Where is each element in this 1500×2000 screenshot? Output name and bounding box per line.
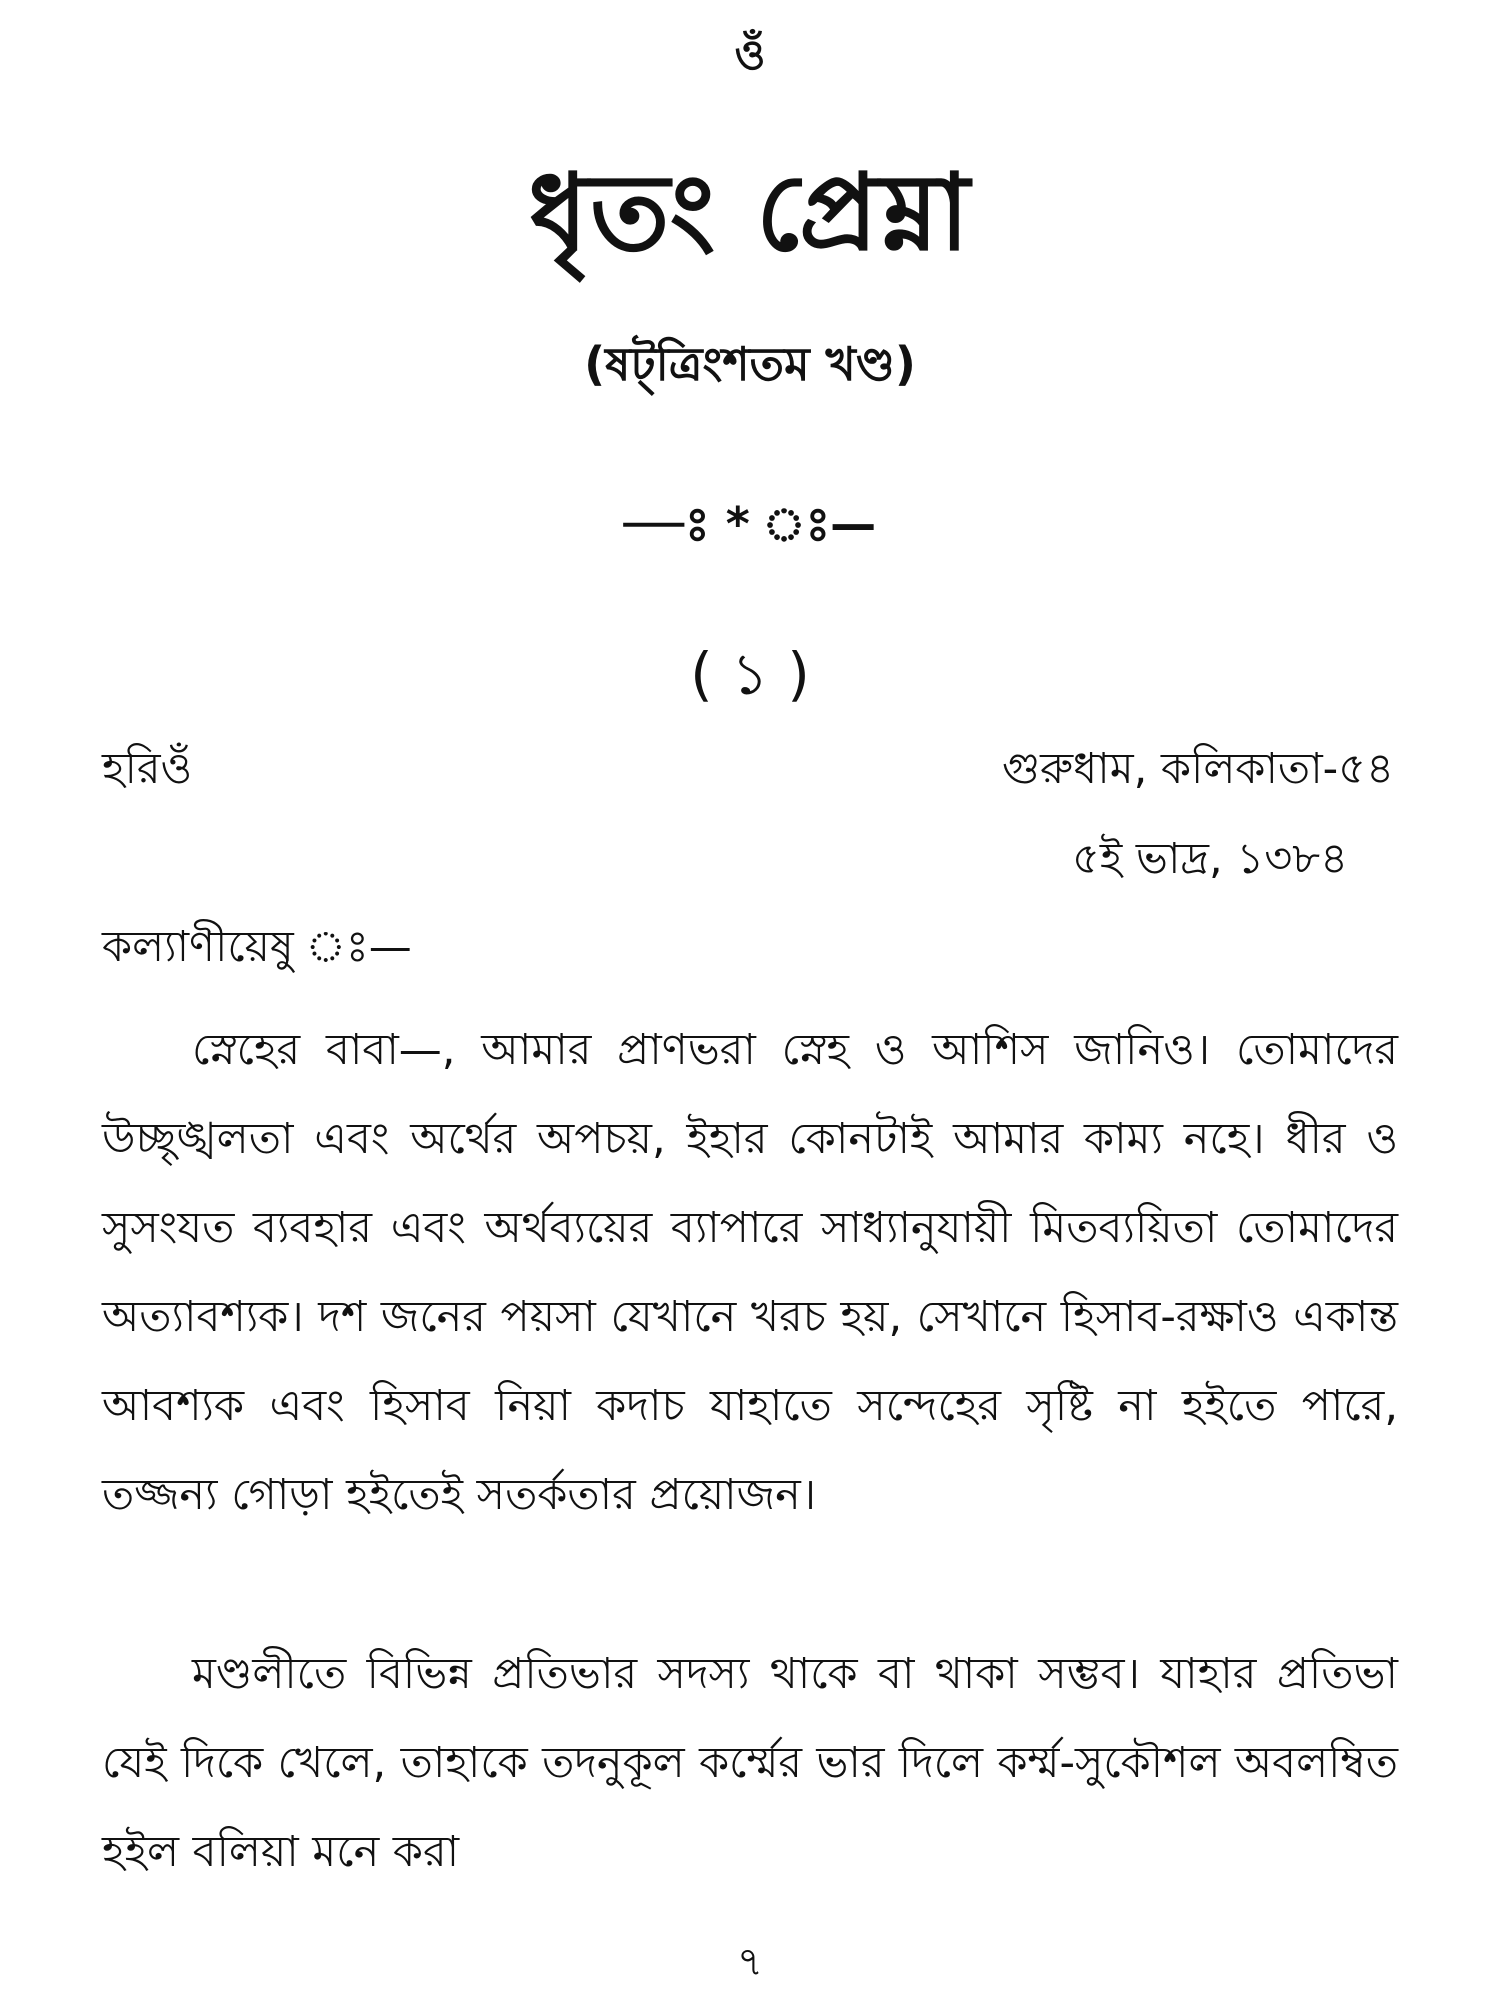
om-symbol: ওঁ	[734, 30, 766, 79]
salutation: হরিওঁ	[102, 744, 193, 794]
page-number: ৭	[736, 1939, 763, 1985]
paragraph-text: স্নেহের বাবা—, আমার প্রাণভরা স্নেহ ও আশিস জানিও। তোমাদের উচ্ছৃঙ্খলতা এবং অর্থের অপচয়, ইহার কোনটাই আমার কাম্য নহে। ধীর ও সুসংযত ব্যবহার এবং অর্থব্যয়ের ব্যাপারে সাধ্যানুযায়ী মিতব্যয়িতা তোমাদের অত্যাবশ্যক। দশ জনের পয়সা যেখানে খরচ হয়, সেখানে হিসাব-রক্ষাও একান্ত আবশ্যক এবং হিসাব নিয়া কদাচ যাহাতে সন্দেহের সৃষ্টি না হইতে পারে, তজ্জন্য গোড়া হইতেই সতর্কতার প্রয়োজন।	[102, 1025, 1398, 1520]
letter-body-paragraph-2	[102, 1630, 1398, 1897]
volume-subtitle: (ষট্‌ত্রিংশতম খণ্ড)	[584, 337, 916, 391]
letter-body-paragraph-1	[102, 1006, 1398, 1540]
letter-place: গুরুধাম, কলিকাতা-৫৪	[1002, 744, 1394, 794]
paragraph-text: মণ্ডলীতে বিভিন্ন প্রতিভার সদস্য থাকে বা থাকা সম্ভব। যাহার প্রতিভা যেই দিকে খেলে, তাহাকে তদনুকূল কর্ম্মের ভার দিলে কর্ম্ম-সুকৌশল অবলম্বিত হইল বলিয়া মনে করা	[102, 1649, 1398, 1877]
section-divider: —ঃ * ঃ—	[623, 497, 877, 551]
letter-date: ৫ই ভাদ্র, ১৩৮৪	[1071, 834, 1348, 884]
addressee-line: কল্যাণীয়েষু ঃ—	[102, 922, 412, 972]
letter-number: ( ১ )	[690, 640, 810, 708]
book-title: ধৃতং প্রেম্না	[528, 151, 972, 274]
